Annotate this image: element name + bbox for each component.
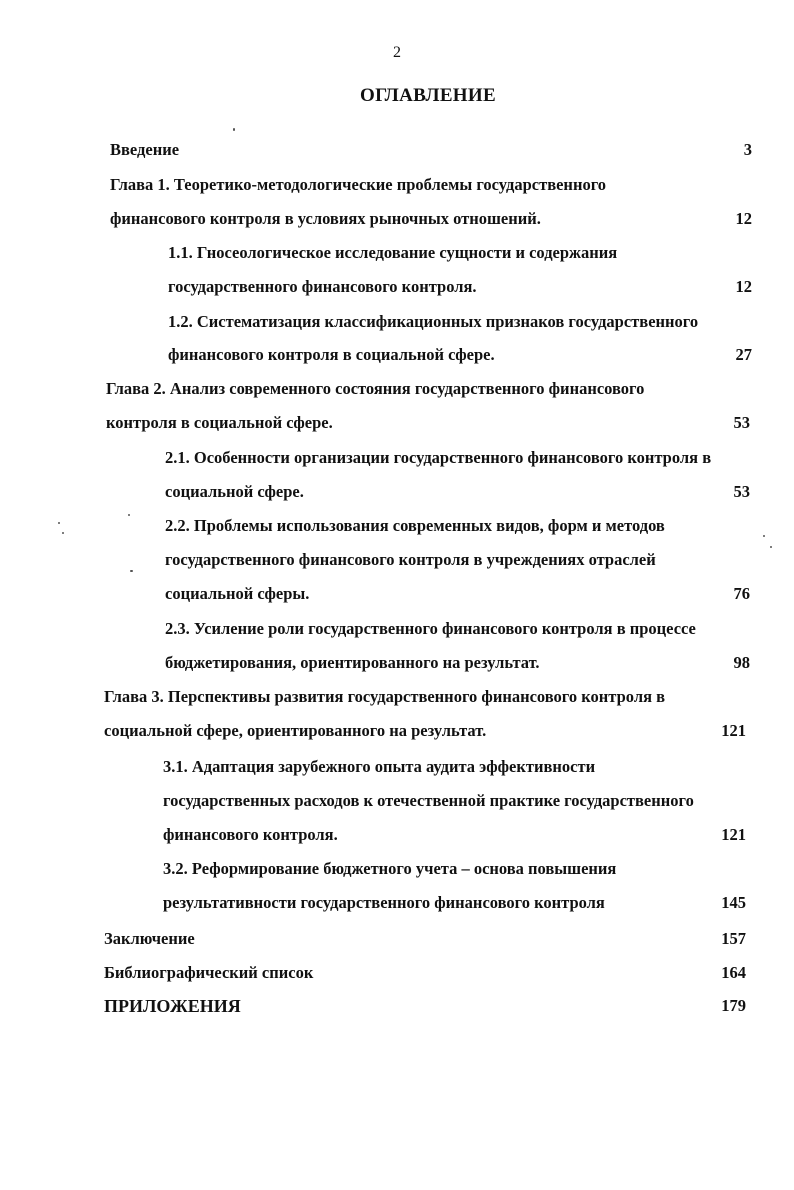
toc-page-number: 121: [721, 721, 746, 740]
toc-page-number: 27: [735, 345, 752, 364]
toc-page-number: 3: [743, 140, 752, 159]
toc-page-number: 145: [721, 893, 746, 912]
toc-line: Заключение: [104, 929, 195, 948]
toc-line: социальной сферы.: [165, 584, 310, 603]
toc-line: ПРИЛОЖЕНИЯ: [104, 996, 241, 1016]
toc-line: Глава 1. Теоретико-методологические проблемы государственного: [110, 175, 607, 194]
toc-line: контроля в социальной сфере.: [106, 413, 333, 432]
toc-line: государственного финансового контроля.: [168, 277, 477, 296]
toc-page-number: 53: [733, 413, 750, 432]
toc-line: 1.2. Систематизация классификационных признаков государственного: [168, 312, 699, 331]
toc-page-number: 157: [721, 929, 746, 948]
scan-speck: [128, 514, 130, 516]
scan-speck: [58, 522, 60, 524]
toc-page-number: 12: [735, 277, 752, 296]
scan-speck: [233, 128, 235, 131]
toc-line: социальной сфере, ориентированного на результат.: [104, 721, 487, 740]
toc-line: результативности государственного финансового контроля: [163, 893, 605, 912]
toc-page-number: 98: [733, 653, 750, 672]
toc-line: 2.2. Проблемы использования современных видов, форм и методов: [165, 516, 665, 535]
toc-page-number: 53: [733, 482, 750, 501]
toc-line: государственного финансового контроля в учреждениях отраслей: [165, 550, 656, 569]
page-title: ОГЛАВЛЕНИЕ: [360, 85, 496, 106]
toc-line: 3.2. Реформирование бюджетного учета – основа повышения: [163, 859, 617, 878]
toc-line: 1.1. Гносеологическое исследование сущности и содержания: [168, 243, 618, 262]
scan-speck: [770, 546, 772, 548]
scan-speck: [62, 532, 64, 534]
page-number: 2: [393, 44, 401, 61]
toc-line: социальной сфере.: [165, 482, 304, 501]
toc-line: государственных расходов к отечественной практике государственного: [163, 791, 694, 810]
toc-line: финансового контроля в условиях рыночных отношений.: [110, 209, 541, 228]
toc-page-number: 179: [721, 996, 746, 1015]
toc-line: финансового контроля в социальной сфере.: [168, 345, 495, 364]
scan-speck: [130, 570, 133, 572]
toc-line: финансового контроля.: [163, 825, 338, 844]
toc-line: Библиографический список: [104, 963, 314, 982]
toc-page-number: 12: [735, 209, 752, 228]
toc-line: Глава 3. Перспективы развития государственного финансового контроля в: [104, 687, 666, 706]
toc-line: Глава 2. Анализ современного состояния государственного финансового: [106, 379, 645, 398]
toc-page-number: 76: [733, 584, 750, 603]
scan-speck: [763, 535, 765, 537]
toc-line: 2.3. Усиление роли государственного финансового контроля в процессе: [165, 619, 696, 638]
toc-line: Введение: [110, 140, 180, 159]
toc-line: 3.1. Адаптация зарубежного опыта аудита эффективности: [163, 757, 596, 776]
toc-page-number: 121: [721, 825, 746, 844]
toc-line: бюджетирования, ориентированного на результат.: [165, 653, 540, 672]
toc-page-number: 164: [721, 963, 746, 982]
toc-line: 2.1. Особенности организации государственного финансового контроля в: [165, 448, 712, 467]
